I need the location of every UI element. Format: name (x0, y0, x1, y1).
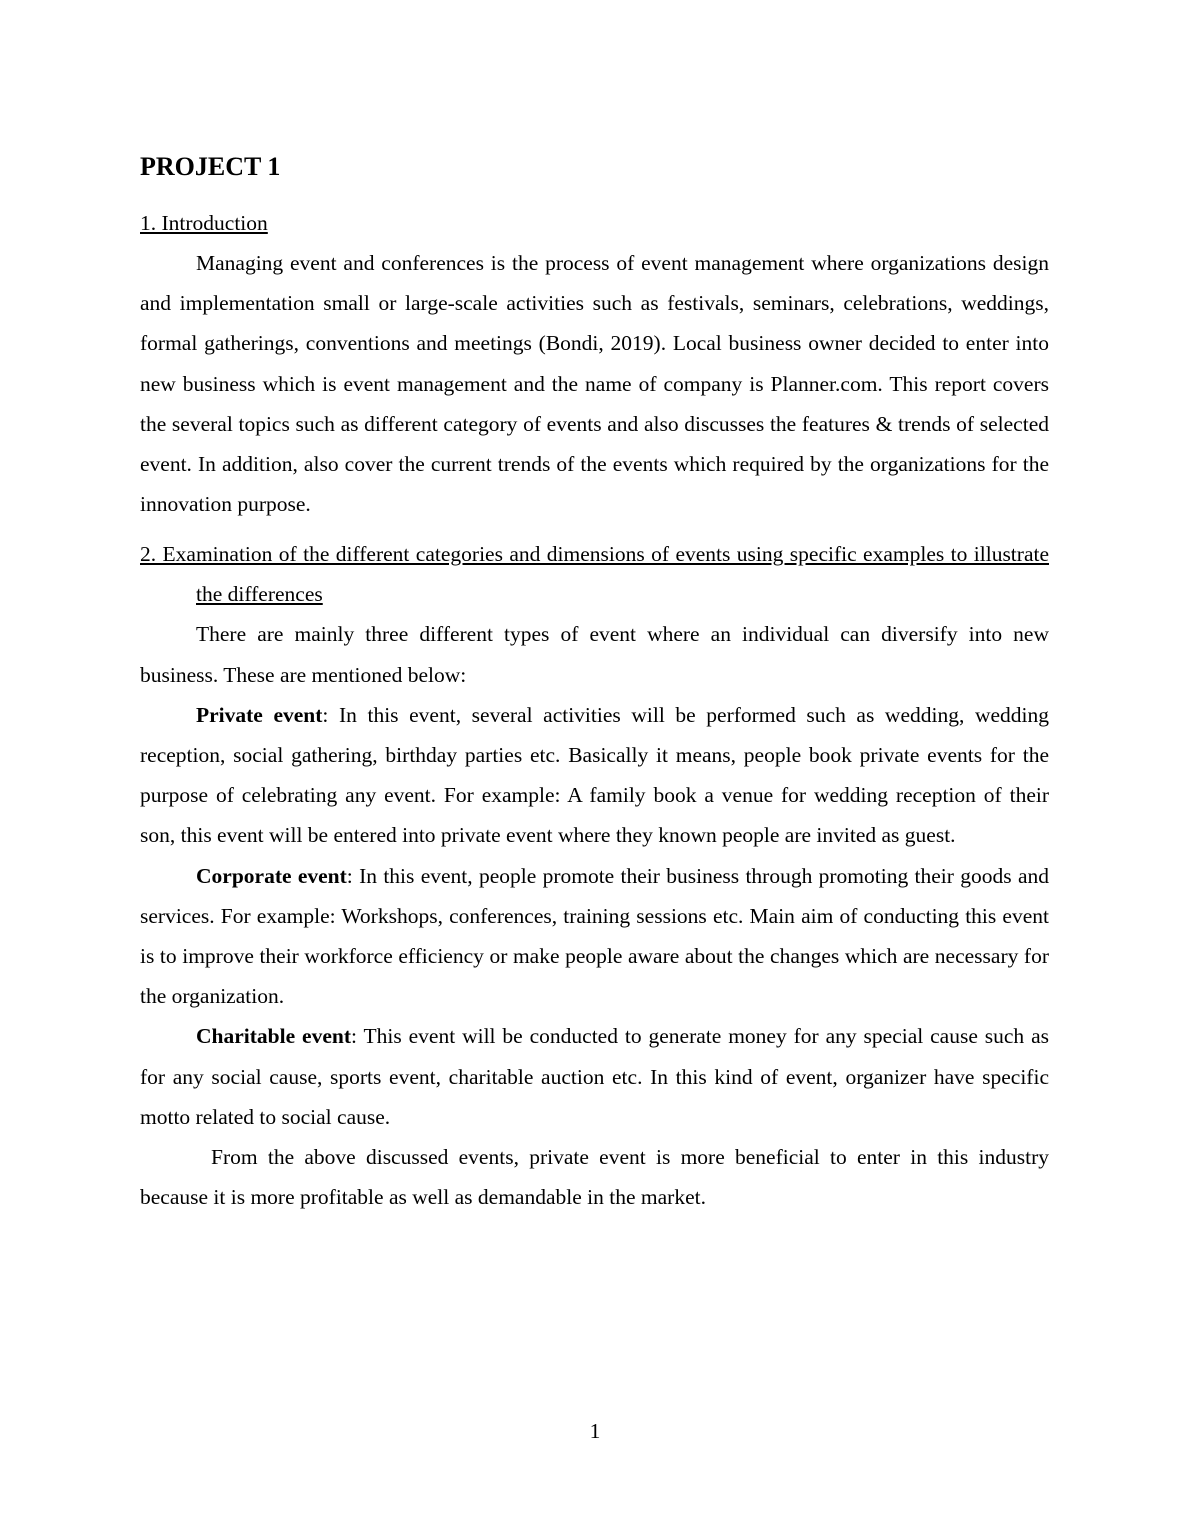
private-event-text: : In this event, several activities will be performed such as wedding, wedding reception, social gathering, birthday parties etc. Basically it means, people book private events for the purpose of celebrating any event. For example: A family book a venue for wedding reception of their son, this event will be entered into private event where they known people are invited as guest. (140, 702, 1049, 848)
charitable-event-text: : This event will be conducted to generate money for any special cause such as for any social cause, sports event, charitable auction etc. In this kind of event, organizer have specific motto related to social cause. (140, 1024, 1049, 1129)
corporate-event-paragraph (140, 856, 1049, 1017)
corporate-event-term: Corporate event (196, 863, 347, 888)
corporate-event-text: : In this event, people promote their business through promoting their goods and services. For example: Workshops, conferences, training sessions etc. Main aim of conducting this event is to improve their workforce efficiency or make people aware about the changes which are necessary for the organization. (140, 863, 1049, 1009)
section-heading-introduction: 1. Introduction (140, 211, 268, 235)
event-types-intro-paragraph: There are mainly three different types of event where an individual can diversify into new business. These are mentioned below: (140, 622, 1049, 687)
document-title: PROJECT 1 (140, 152, 281, 181)
page-number: 1 (589, 1419, 601, 1443)
private-event-paragraph (140, 695, 1049, 856)
section-heading-examination: 2. Examination of the different categories and dimensions of events using specific examples to illustrate the differences (140, 542, 1049, 607)
introduction-paragraph: Managing event and conferences is the process of event management where organizations design and implementation small or large-scale activities such as festivals, seminars, celebrations, weddings, formal gatherings, conventions and meetings (Bondi, 2019). Local business owner decided to enter into new business which is event management and the name of company is Planner.com. This report covers the several topics such as different category of events and also discusses the features & trends of selected event. In addition, also cover the current trends of the events which required by the organizations for the innovation purpose. (140, 251, 1049, 517)
private-event-term: Private event (196, 702, 323, 727)
charitable-event-term: Charitable event (196, 1024, 351, 1049)
charitable-event-paragraph (140, 1016, 1049, 1137)
page-content (140, 148, 1049, 1217)
conclusion-paragraph: From the above discussed events, private event is more beneficial to enter in this industry because it is more profitable as well as demandable in the market. (140, 1145, 1049, 1210)
